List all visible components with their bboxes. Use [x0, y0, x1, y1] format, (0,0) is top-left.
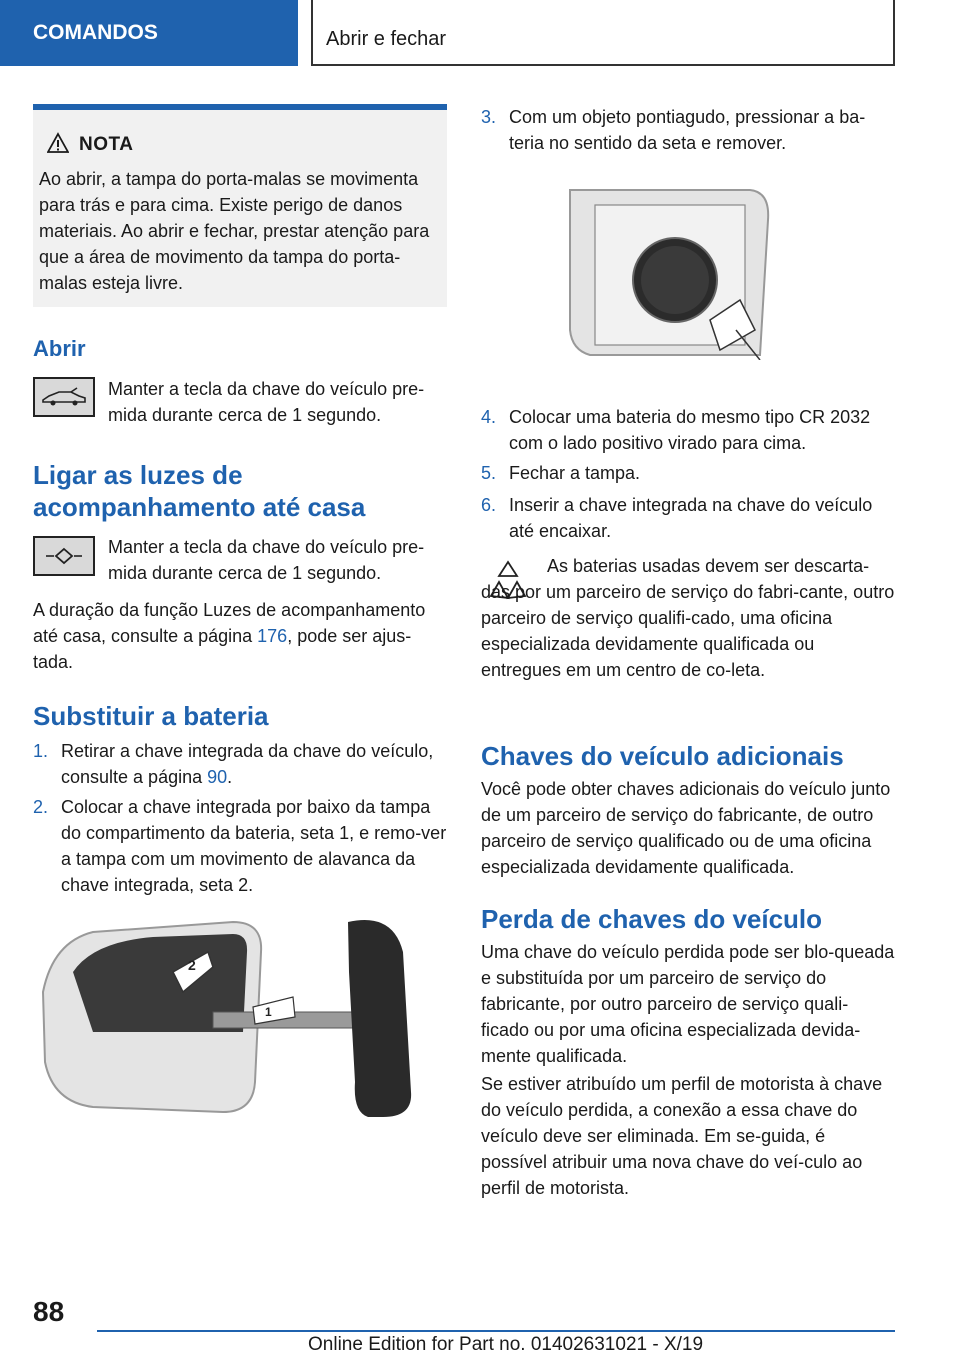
page-link-176[interactable]: 176: [257, 626, 288, 646]
perda-text-1: Uma chave do veículo perdida pode ser blo-queada e substituída por um parceiro de serviço do fabricante, por outro parceiro de serviço quali-ficado ou por uma oficina especializada devida-mente qualificada.: [481, 942, 895, 1066]
luzes-para-after: , pode ser ajus-tada.: [33, 626, 412, 672]
step-number: 6.: [481, 495, 497, 515]
light-key-button: [33, 536, 95, 576]
trunk-key-button: [33, 377, 95, 417]
step-number: 1.: [33, 741, 49, 761]
adicionais-text: Você pode obter chaves adicionais do veículo junto de um parceiro de serviço do fabricante, de outro parceiro de serviço qualificado ou de uma oficina especializada devidamente qualificada.: [481, 779, 891, 877]
abrir-text: Manter a tecla da chave do veículo pre-mida durante cerca de 1 segundo.: [108, 379, 425, 425]
note-text: Ao abrir, a tampa do porta-malas se movimenta para trás e para cima. Existe perigo de danos materiais. Ao abrir e fechar, prestar atenção para que a área de movimento da tampa do porta-malas esteja livre.: [39, 169, 430, 293]
arrow-2-label: 2: [188, 957, 196, 973]
step-text: Com um objeto pontiagudo, pressionar a ba-teria no sentido da seta e remover.: [509, 107, 866, 153]
step-number: 2.: [33, 797, 49, 817]
note-title: NOTA: [79, 134, 134, 155]
step-number: 4.: [481, 407, 497, 427]
luzes-para-before: A duração da função Luzes de acompanhamento até casa, consulte a página: [33, 600, 426, 646]
step-number: 5.: [481, 463, 497, 483]
header-right-divider: [893, 0, 895, 66]
step-text: Colocar a chave integrada por baixo da tampa do compartimento da bateria, seta 1, e remo-ver a tampa com um movimento de alavanca da chave integrada, seta 2.: [61, 797, 447, 895]
header-divider: [311, 0, 313, 66]
header-rule: [311, 64, 895, 66]
edition-text: Online Edition for Part no. 01402631021 - X/19: [308, 1334, 704, 1355]
section-label: COMANDOS: [33, 21, 158, 44]
page-title: Abrir e fechar: [326, 28, 447, 50]
luzes-paragraph: [33, 597, 449, 675]
heading-perda: Perda de chaves do veículo: [481, 904, 823, 934]
footer-rule: [97, 1330, 895, 1332]
battery-illustration: [560, 180, 780, 360]
heading-adicionais: Chaves do veículo adicionais: [481, 741, 844, 771]
arrow-1-label: 1: [265, 1005, 272, 1019]
page-number: 88: [33, 1296, 65, 1327]
key-removal-illustration: [33, 912, 447, 1130]
recycle-text: As baterias usadas devem ser descarta-das por um parceiro de serviço do fabri-cante, outro parceiro de serviço qualifi-cado, uma oficina especializada devidamente qualificada ou entregues em um centro de co-leta.: [481, 556, 895, 680]
luzes-text: Manter a tecla da chave do veículo pre-mida durante cerca de 1 segundo.: [108, 537, 425, 583]
step-text: Fechar a tampa.: [509, 463, 641, 483]
step-number: 3.: [481, 107, 497, 127]
heading-abrir: Abrir: [33, 336, 86, 361]
step-text: Colocar uma bateria do mesmo tipo CR 2032 com o lado positivo virado para cima.: [509, 407, 871, 453]
step-1-before: Retirar a chave integrada da chave do veículo, consulte a página: [61, 741, 434, 787]
section-tab: [0, 0, 298, 66]
step-text: [61, 738, 451, 790]
page-link-90[interactable]: 90: [207, 767, 228, 787]
heading-bateria: Substituir a bateria: [33, 701, 269, 731]
diamond-icon: [44, 546, 84, 566]
trunk-icon: [41, 386, 87, 408]
step-1-after: .: [227, 767, 233, 787]
warning-icon: [47, 132, 69, 154]
perda-text-2: Se estiver atribuído um perfil de motorista à chave do veículo perdida, a conexão a essa chave do veículo deve ser eliminada. Em se-guida, é possível atribuir uma nova chave do veí-culo ao perfil de motorista.: [481, 1074, 883, 1198]
note-box: [33, 104, 447, 307]
step-text: Inserir a chave integrada na chave do veículo até encaixar.: [509, 495, 873, 541]
heading-luzes: Ligar as luzes de acompanhamento até casa: [33, 460, 366, 522]
